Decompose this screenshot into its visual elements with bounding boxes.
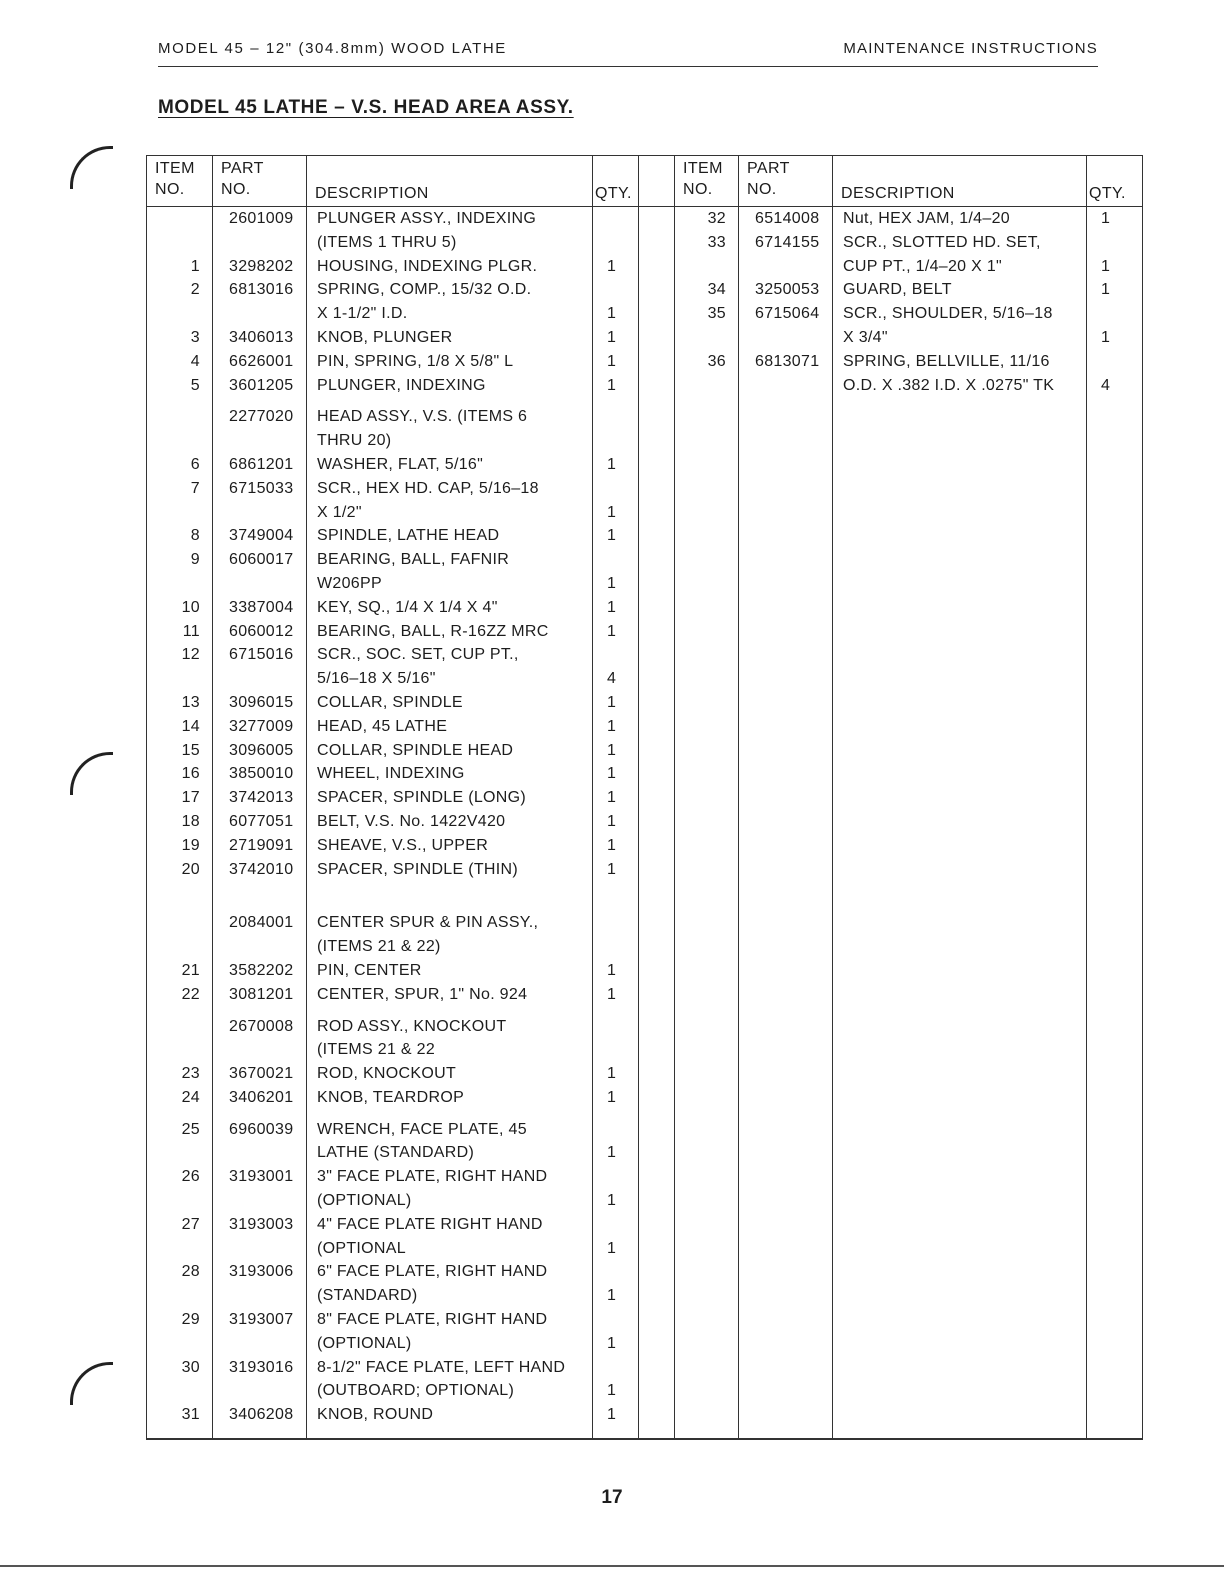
parts-cell-part: 2277020	[229, 408, 294, 426]
parts-cell-part: 3250053	[755, 281, 820, 299]
parts-cell-part	[213, 1237, 306, 1261]
row-gap	[147, 881, 212, 911]
parts-cell-part: 2601009	[229, 210, 294, 227]
parts-cell-item	[147, 1332, 212, 1356]
parts-cell-qty	[593, 1356, 638, 1380]
parts-cell-item: 7	[190, 479, 200, 497]
parts-cell-desc: SCR., SLOTTED HD. SET,	[843, 233, 1041, 251]
row-gap	[147, 1007, 212, 1015]
left-description-column	[307, 207, 593, 1440]
parts-cell-item: 31	[181, 1406, 200, 1424]
parts-cell-item	[147, 935, 212, 959]
parts-cell-qty: 1	[607, 985, 617, 1003]
parts-cell-qty: 1	[607, 527, 617, 545]
parts-cell-item: 18	[181, 812, 200, 830]
parts-cell-desc: (ITEMS 21 & 22	[317, 1041, 436, 1059]
parts-cell-desc: PLUNGER ASSY., INDEXING	[317, 210, 537, 227]
column-spacer	[639, 156, 675, 207]
parts-cell-qty: 1	[607, 1334, 617, 1352]
parts-cell-item: 6	[190, 455, 200, 473]
parts-cell-qty: 1	[607, 328, 617, 346]
parts-cell-item: 34	[707, 281, 726, 299]
parts-cell-item: 1	[190, 257, 200, 275]
parts-cell-part: 3193006	[229, 1263, 294, 1281]
parts-cell-desc: SHEAVE, V.S., UPPER	[317, 836, 489, 854]
parts-cell-desc: WRENCH, FACE PLATE, 45	[317, 1120, 527, 1138]
row-gap	[213, 397, 306, 405]
page-number: 17	[601, 1487, 623, 1508]
parts-cell-item: 14	[181, 717, 200, 735]
parts-cell-item	[147, 1189, 212, 1213]
parts-cell-part: 6715064	[755, 305, 820, 323]
right-part-column	[739, 207, 833, 1440]
parts-cell-part: 6714155	[755, 233, 820, 251]
parts-cell-desc: LATHE (STANDARD)	[317, 1144, 475, 1162]
parts-cell-part: 3193001	[229, 1168, 294, 1186]
parts-cell-part: 3749004	[229, 527, 294, 545]
parts-cell-qty	[593, 1260, 638, 1284]
parts-cell-part: 6514008	[755, 210, 820, 227]
row-gap	[593, 881, 638, 911]
parts-cell-item: 2	[190, 281, 200, 299]
header-section: MAINTENANCE INSTRUCTIONS	[843, 40, 1098, 57]
parts-cell-item	[147, 1141, 212, 1165]
parts-cell-part	[739, 255, 832, 279]
parts-cell-part: 3387004	[229, 598, 294, 616]
row-gap	[213, 1110, 306, 1118]
parts-cell-desc: WHEEL, INDEXING	[317, 765, 465, 783]
parts-cell-part: 3406013	[229, 328, 294, 346]
parts-cell-item	[147, 1379, 212, 1403]
parts-cell-item: 24	[181, 1088, 200, 1106]
parts-cell-qty	[593, 935, 638, 959]
parts-cell-desc: CENTER SPUR & PIN ASSY.,	[317, 914, 539, 932]
parts-cell-desc: WASHER, FLAT, 5/16"	[317, 455, 484, 473]
parts-cell-part	[213, 302, 306, 326]
parts-cell-desc: CUP PT., 1/4–20 X 1"	[843, 257, 1003, 275]
row-gap	[213, 1007, 306, 1015]
binder-hole-mark	[70, 752, 113, 795]
parts-cell-qty: 1	[607, 836, 617, 854]
parts-cell-item	[147, 911, 212, 935]
parts-cell-part: 3096005	[229, 741, 294, 759]
parts-cell-part: 3850010	[229, 765, 294, 783]
parts-cell-qty	[593, 911, 638, 935]
parts-cell-desc: PLUNGER, INDEXING	[317, 376, 486, 394]
parts-cell-qty: 1	[607, 352, 617, 370]
parts-cell-part: 3582202	[229, 961, 294, 979]
parts-cell-desc: 4" FACE PLATE RIGHT HAND	[317, 1215, 543, 1233]
parts-cell-desc: GUARD, BELT	[843, 281, 952, 299]
parts-cell-part	[739, 374, 832, 398]
parts-cell-desc: (OPTIONAL	[317, 1239, 406, 1257]
parts-cell-qty	[593, 643, 638, 667]
right-qty-column	[1087, 207, 1143, 1440]
row-gap	[213, 881, 306, 911]
parts-cell-qty: 1	[607, 503, 617, 521]
parts-cell-item: 26	[181, 1168, 200, 1186]
parts-cell-item: 21	[181, 961, 200, 979]
parts-cell-qty: 1	[607, 1239, 617, 1257]
parts-cell-part: 6715033	[229, 479, 294, 497]
parts-cell-item: 35	[707, 305, 726, 323]
parts-cell-item: 12	[181, 646, 200, 664]
parts-cell-desc: PIN, SPRING, 1/8 X 5/8" L	[317, 352, 514, 370]
col-header-part: PART NO.	[213, 156, 307, 207]
parts-cell-qty: 1	[607, 574, 617, 592]
parts-cell-qty: 1	[607, 789, 617, 807]
parts-cell-item	[147, 1038, 212, 1062]
parts-cell-part: 3601205	[229, 376, 294, 394]
column-spacer-cell	[639, 207, 675, 1440]
parts-cell-part	[739, 326, 832, 350]
parts-cell-desc: PIN, CENTER	[317, 961, 422, 979]
parts-cell-qty: 1	[1101, 281, 1111, 299]
parts-cell-item	[147, 405, 212, 429]
parts-cell-part	[213, 1379, 306, 1403]
col-header-description-right: DESCRIPTION	[833, 156, 1087, 207]
parts-cell-qty	[1087, 302, 1142, 326]
parts-cell-qty: 1	[607, 376, 617, 394]
parts-cell-desc: X 3/4"	[843, 328, 888, 346]
parts-cell-desc: W206PP	[317, 574, 382, 592]
parts-cell-part: 6813071	[755, 352, 820, 370]
parts-cell-desc: SPRING, COMP., 15/32 O.D.	[317, 281, 532, 299]
parts-cell-part	[213, 231, 306, 255]
parts-cell-qty: 1	[607, 1065, 617, 1083]
parts-cell-desc: (OUTBOARD; OPTIONAL)	[317, 1382, 515, 1400]
parts-cell-desc: 3" FACE PLATE, RIGHT HAND	[317, 1168, 548, 1186]
parts-cell-part: 3277009	[229, 717, 294, 735]
parts-cell-part: 2670008	[229, 1017, 294, 1035]
parts-cell-desc: O.D. X .382 I.D. X .0275" TK	[843, 376, 1055, 394]
row-gap	[593, 1007, 638, 1015]
parts-cell-qty	[593, 1038, 638, 1062]
parts-cell-item	[147, 1284, 212, 1308]
parts-cell-item	[675, 326, 738, 350]
header-model: MODEL 45 – 12" (304.8mm) WOOD LATHE	[158, 40, 507, 57]
parts-cell-item: 15	[181, 741, 200, 759]
col-header-description: DESCRIPTION	[307, 156, 593, 207]
parts-cell-qty: 1	[607, 741, 617, 759]
parts-cell-qty: 1	[1101, 210, 1111, 227]
parts-cell-item	[147, 302, 212, 326]
parts-cell-desc: COLLAR, SPINDLE	[317, 693, 463, 711]
parts-cell-part	[213, 1038, 306, 1062]
parts-cell-item	[147, 207, 212, 231]
parts-cell-part: 3081201	[229, 985, 294, 1003]
parts-cell-qty	[593, 1015, 638, 1039]
parts-cell-part: 6077051	[229, 812, 294, 830]
binder-hole-mark	[70, 146, 113, 189]
col-header-item: ITEM NO.	[147, 156, 213, 207]
parts-cell-qty	[593, 1165, 638, 1189]
parts-cell-item: 36	[707, 352, 726, 370]
parts-cell-part: 2084001	[229, 914, 294, 932]
parts-cell-desc: SPACER, SPINDLE (LONG)	[317, 789, 527, 807]
parts-cell-part	[213, 1284, 306, 1308]
left-qty-column	[593, 207, 639, 1440]
row-gap	[147, 1110, 212, 1118]
row-gap	[593, 1110, 638, 1118]
parts-cell-item: 5	[190, 376, 200, 394]
parts-cell-item: 17	[181, 789, 200, 807]
parts-cell-desc: BELT, V.S. No. 1422V420	[317, 812, 506, 830]
parts-cell-desc: 6" FACE PLATE, RIGHT HAND	[317, 1263, 548, 1281]
row-gap	[593, 397, 638, 405]
parts-cell-desc: 8-1/2" FACE PLATE, LEFT HAND	[317, 1358, 566, 1376]
binder-hole-mark	[70, 1362, 113, 1405]
parts-cell-qty: 1	[607, 598, 617, 616]
parts-cell-desc: SPACER, SPINDLE (THIN)	[317, 860, 518, 878]
parts-cell-item: 11	[182, 622, 200, 640]
parts-cell-item: 8	[190, 527, 200, 545]
parts-cell-item	[147, 231, 212, 255]
parts-cell-part: 3742010	[229, 860, 294, 878]
parts-cell-item	[147, 501, 212, 525]
parts-cell-item	[147, 667, 212, 691]
parts-cell-part	[213, 667, 306, 691]
parts-cell-desc: (STANDARD)	[317, 1287, 418, 1305]
parts-cell-desc: THRU 20)	[317, 432, 392, 450]
parts-cell-item: 29	[181, 1311, 200, 1329]
parts-cell-qty: 1	[607, 765, 617, 783]
table-header-row	[147, 156, 1143, 207]
parts-cell-qty: 1	[1101, 328, 1111, 346]
page-header	[158, 38, 1098, 67]
parts-cell-item: 27	[181, 1215, 200, 1233]
parts-cell-part: 3193016	[229, 1358, 294, 1376]
parts-cell-desc: HEAD, 45 LATHE	[317, 717, 448, 735]
parts-cell-part	[213, 572, 306, 596]
parts-cell-desc: HEAD ASSY., V.S. (ITEMS 6	[317, 408, 528, 426]
col-header-qty-right: QTY.	[1087, 156, 1143, 207]
parts-cell-qty	[593, 1118, 638, 1142]
parts-cell-item: 22	[181, 985, 200, 1003]
parts-cell-desc: HOUSING, INDEXING PLGR.	[317, 257, 538, 275]
left-part-column	[213, 207, 307, 1440]
parts-cell-qty	[593, 429, 638, 453]
parts-cell-qty: 1	[607, 622, 617, 640]
parts-cell-desc: (OPTIONAL)	[317, 1192, 412, 1210]
parts-cell-qty: 1	[607, 717, 617, 735]
parts-cell-qty: 1	[607, 1088, 617, 1106]
left-item-column	[147, 207, 213, 1440]
col-header-qty: QTY.	[593, 156, 639, 207]
parts-cell-part: 6715016	[229, 646, 294, 664]
parts-cell-qty	[593, 548, 638, 572]
parts-cell-part: 3193007	[229, 1311, 294, 1329]
parts-cell-item: 33	[707, 233, 726, 251]
row-gap	[307, 1110, 592, 1118]
row-gap	[307, 1007, 592, 1015]
parts-cell-desc: SCR., SHOULDER, 5/16–18	[843, 305, 1053, 323]
parts-cell-part: 3742013	[229, 789, 294, 807]
parts-cell-part	[213, 1189, 306, 1213]
parts-cell-part	[213, 1141, 306, 1165]
parts-cell-item: 19	[181, 836, 200, 854]
parts-cell-desc: SCR., HEX HD. CAP, 5/16–18	[317, 479, 539, 497]
col-header-part-right: PART NO.	[739, 156, 833, 207]
parts-cell-desc: BEARING, BALL, FAFNIR	[317, 551, 510, 569]
right-description-column	[833, 207, 1087, 1440]
parts-cell-desc: SPRING, BELLVILLE, 11/16	[843, 352, 1050, 370]
row-gap	[307, 881, 592, 911]
parts-cell-qty: 1	[607, 257, 617, 275]
parts-cell-qty	[593, 1213, 638, 1237]
parts-cell-desc: ROD, KNOCKOUT	[317, 1065, 457, 1083]
parts-cell-qty: 4	[607, 670, 617, 688]
section-title: MODEL 45 LATHE – V.S. HEAD AREA ASSY.	[158, 97, 574, 118]
parts-cell-desc: KEY, SQ., 1/4 X 1/4 X 4"	[317, 598, 498, 616]
parts-cell-qty: 1	[607, 961, 617, 979]
table-body-row	[147, 207, 1143, 1440]
parts-cell-desc: KNOB, ROUND	[317, 1406, 434, 1424]
parts-cell-item: 23	[181, 1065, 200, 1083]
parts-cell-desc: BEARING, BALL, R-16ZZ MRC	[317, 622, 549, 640]
parts-cell-part: 6626001	[229, 352, 294, 370]
parts-cell-qty	[593, 207, 638, 231]
parts-cell-part: 3298202	[229, 257, 294, 275]
parts-cell-desc: CENTER, SPUR, 1" No. 924	[317, 985, 528, 1003]
parts-cell-item	[147, 572, 212, 596]
parts-cell-item	[675, 374, 738, 398]
parts-table	[146, 155, 1143, 1440]
parts-cell-desc: X 1-1/2" I.D.	[317, 305, 408, 323]
parts-cell-part: 3193003	[229, 1215, 294, 1233]
parts-cell-desc: ROD ASSY., KNOCKOUT	[317, 1017, 507, 1035]
right-item-column	[675, 207, 739, 1440]
parts-cell-part: 3406201	[229, 1088, 294, 1106]
parts-cell-item	[675, 255, 738, 279]
parts-cell-qty	[1087, 231, 1142, 255]
parts-cell-item: 10	[181, 598, 200, 616]
parts-cell-desc: Nut, HEX JAM, 1/4–20	[843, 210, 1010, 227]
parts-cell-item	[147, 1015, 212, 1039]
parts-cell-part: 6060012	[229, 622, 294, 640]
parts-cell-part: 3670021	[229, 1065, 294, 1083]
parts-cell-part: 2719091	[229, 836, 294, 854]
parts-cell-item	[147, 429, 212, 453]
parts-cell-desc: X 1/2"	[317, 503, 362, 521]
parts-cell-qty: 1	[607, 812, 617, 830]
parts-cell-item: 16	[181, 765, 200, 783]
parts-cell-qty: 1	[1101, 257, 1111, 275]
parts-cell-desc: (OPTIONAL)	[317, 1334, 412, 1352]
parts-cell-qty: 1	[607, 860, 617, 878]
parts-cell-qty: 1	[607, 1406, 617, 1424]
parts-cell-desc: 8" FACE PLATE, RIGHT HAND	[317, 1311, 548, 1329]
parts-cell-item: 4	[190, 352, 200, 370]
parts-cell-qty: 1	[607, 1382, 617, 1400]
parts-cell-part: 6813016	[229, 281, 294, 299]
parts-cell-desc: COLLAR, SPINDLE HEAD	[317, 741, 514, 759]
parts-cell-item: 20	[181, 860, 200, 878]
parts-cell-desc: SCR., SOC. SET, CUP PT.,	[317, 646, 519, 664]
parts-cell-desc: (ITEMS 1 THRU 5)	[317, 233, 457, 251]
parts-cell-qty	[593, 477, 638, 501]
parts-cell-item: 25	[181, 1120, 200, 1138]
page-bottom-edge	[0, 1565, 1224, 1567]
parts-cell-qty	[593, 405, 638, 429]
parts-cell-item	[147, 1237, 212, 1261]
parts-cell-qty	[1087, 350, 1142, 374]
parts-cell-qty: 1	[607, 455, 617, 473]
parts-cell-item: 30	[181, 1358, 200, 1376]
row-gap	[147, 397, 212, 405]
parts-cell-item: 13	[181, 693, 200, 711]
parts-cell-qty	[593, 278, 638, 302]
parts-cell-qty: 1	[607, 693, 617, 711]
parts-cell-part	[213, 501, 306, 525]
parts-cell-qty	[593, 231, 638, 255]
parts-cell-desc: KNOB, TEARDROP	[317, 1088, 465, 1106]
parts-cell-qty: 1	[607, 1192, 617, 1210]
parts-cell-desc: 5/16–18 X 5/16"	[317, 670, 436, 688]
parts-cell-part: 3406208	[229, 1406, 294, 1424]
parts-cell-item: 32	[707, 210, 726, 227]
parts-cell-qty: 1	[607, 1144, 617, 1162]
parts-cell-desc: KNOB, PLUNGER	[317, 328, 453, 346]
parts-cell-part	[213, 1332, 306, 1356]
parts-cell-part	[213, 935, 306, 959]
parts-cell-qty: 1	[607, 1287, 617, 1305]
parts-cell-qty: 1	[607, 305, 617, 323]
parts-cell-part: 6060017	[229, 551, 294, 569]
parts-cell-item: 28	[181, 1263, 200, 1281]
parts-cell-desc: (ITEMS 21 & 22)	[317, 938, 441, 956]
parts-cell-part	[213, 429, 306, 453]
parts-cell-item: 3	[190, 328, 200, 346]
parts-cell-part: 6960039	[229, 1120, 294, 1138]
parts-cell-part: 6861201	[229, 455, 294, 473]
row-gap	[307, 397, 592, 405]
parts-cell-part: 3096015	[229, 693, 294, 711]
parts-cell-item: 9	[190, 551, 200, 569]
parts-cell-desc: SPINDLE, LATHE HEAD	[317, 527, 500, 545]
parts-cell-qty	[593, 1308, 638, 1332]
parts-cell-qty: 4	[1101, 376, 1111, 394]
col-header-item-right: ITEM NO.	[675, 156, 739, 207]
